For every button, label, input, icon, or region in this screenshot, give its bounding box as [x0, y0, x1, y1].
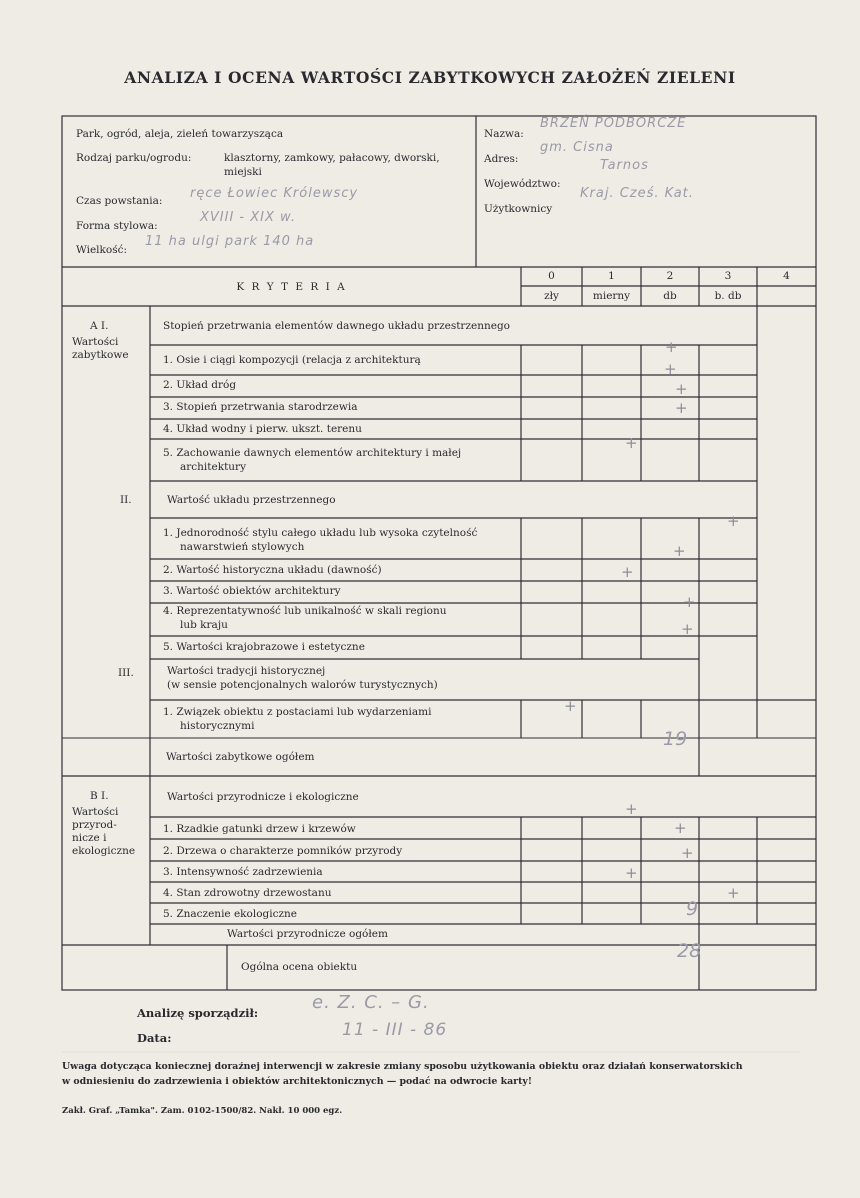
- note-line-1: Uwaga dotycząca koniecznej doraźnej interwencji w zakresie zmiany sposobu użytkowania obiektu oraz działań konserwatorskich: [62, 1061, 743, 1072]
- section-b-name-4: ekologiczne: [72, 845, 136, 857]
- a3-item-1: 1. Związek obiektu z postaciami lub wydarzeniami: [163, 706, 432, 718]
- a1-item-4: 4. Układ wodny i pierw. ukszt. terenu: [163, 423, 362, 435]
- a2-item-5: 5. Wartości krajobrazowe i estetyczne: [163, 641, 365, 653]
- date-label: Data:: [137, 1031, 172, 1045]
- users-label: Użytkownicy: [484, 203, 553, 215]
- park-kind-options: klasztorny, zamkowy, pałacowy, dworski,: [224, 152, 440, 164]
- mark-a1-2: +: [675, 380, 688, 398]
- printer-info: Zakł. Graf. „Tamka". Zam. 0102-1500/82. Nakł. 10 000 egz.: [62, 1106, 343, 1116]
- mark-a1-1b: +: [664, 360, 677, 378]
- score-3-num: 3: [724, 270, 732, 282]
- origin-value: ręce Łowiec Królewscy: [190, 186, 359, 201]
- criteria-header: K R Y T E R I A: [236, 281, 347, 293]
- a2-item-4-cont: lub kraju: [180, 619, 228, 631]
- overall-label: Ogólna ocena obiektu: [241, 961, 358, 973]
- a2-item-1-cont: nawarstwień stylowych: [180, 541, 305, 553]
- mark-b-2: +: [681, 844, 694, 862]
- mark-a2-4a: +: [683, 593, 696, 611]
- b-total-label: Wartości przyrodnicze ogółem: [227, 928, 388, 940]
- score-4-num: 4: [783, 270, 790, 282]
- a1-item-5: 5. Zachowanie dawnych elementów architektury i małej: [163, 447, 462, 459]
- score-1-num: 1: [608, 270, 615, 282]
- mark-a1-1: +: [665, 338, 678, 356]
- name-label: Nazwa:: [484, 128, 524, 140]
- a-total-label: Wartości zabytkowe ogółem: [166, 751, 315, 763]
- section-b-name-2: przyrod-: [72, 819, 117, 831]
- a1-item-1: 1. Osie i ciągi kompozycji (relacja z architekturą: [163, 354, 421, 366]
- section-a-code: A I.: [90, 320, 109, 332]
- mark-a1-5: +: [625, 434, 638, 452]
- style-value: XVIII - XIX w.: [200, 210, 296, 225]
- a1-item-2: 2. Układ dróg: [163, 379, 237, 391]
- b-item-4: 4. Stan zdrowotny drzewostanu: [163, 887, 332, 899]
- form-title: ANALIZA I OCENA WARTOŚCI ZABYTKOWYCH ZAŁOŻEŃ ZIELENI: [124, 68, 736, 87]
- b-item-2: 2. Drzewa o charakterze pomników przyrody: [163, 845, 403, 857]
- b-total-value: 9: [686, 898, 699, 920]
- score-0-num: 0: [548, 270, 555, 282]
- overall-value: 28: [677, 940, 702, 962]
- mark-b-3: +: [625, 864, 638, 882]
- mark-a2-1a: +: [727, 512, 740, 530]
- mark-a1-3: +: [675, 399, 688, 417]
- size-value: 11 ha ulgi park 140 ha: [145, 234, 315, 249]
- section-a-name: Wartości zabytkowe: [72, 336, 129, 361]
- a2-item-2: 2. Wartość historyczna układu (dawność): [163, 564, 382, 576]
- mark-b-4: +: [727, 884, 740, 902]
- voivodeship-label: Województwo:: [484, 178, 561, 190]
- section-b-name-3: nicze i: [72, 832, 107, 844]
- note-line-2: w odniesieniu do zadrzewienia i obiektów architektonicznych — podać na odwrocie karty!: [62, 1076, 532, 1087]
- analysis-by-value: e. Z. C. – G.: [312, 992, 430, 1013]
- b-item-5: 5. Znaczenie ekologiczne: [163, 908, 298, 920]
- b-item-1: 1. Rzadkie gatunki drzew i krzewów: [163, 823, 356, 835]
- a2-item-3: 3. Wartość obiektów architektury: [163, 585, 341, 597]
- voivodeship-value: Kraj. Cześ. Kat.: [580, 186, 694, 201]
- a2-item-4: 4. Reprezentatywność lub unikalność w skali regionu: [163, 605, 447, 617]
- address-value-1: gm. Cisna: [540, 140, 614, 155]
- score-3-name: b. db: [714, 290, 742, 302]
- mark-a3-1: +: [564, 697, 577, 715]
- style-label: Forma stylowa:: [76, 220, 158, 232]
- mark-b-1: +: [674, 819, 687, 837]
- score-2-num: 2: [666, 270, 674, 282]
- mark-a2-1b: +: [673, 542, 686, 560]
- a-group3-subtitle: (w sensie potencjonalnych walorów turystycznych): [167, 679, 438, 691]
- a2-item-1: 1. Jednorodność stylu całego układu lub wysoka czytelność: [163, 527, 478, 539]
- analysis-by-label: Analizę sporządził:: [137, 1006, 259, 1020]
- a-group2-num: II.: [120, 494, 132, 506]
- park-kind-options-2: miejski: [224, 166, 262, 178]
- score-1-name: mierny: [592, 290, 631, 302]
- a-group3-title: Wartości tradycji historycznej: [167, 665, 326, 677]
- a-group2-title: Wartość układu przestrzennego: [167, 494, 336, 506]
- a1-item-3: 3. Stopień przetrwania starodrzewia: [163, 401, 358, 413]
- score-2-name: db: [663, 290, 677, 302]
- mark-b-0: +: [625, 800, 638, 818]
- section-b-name-1: Wartości: [72, 806, 119, 818]
- origin-label: Czas powstania:: [76, 195, 163, 207]
- mark-a2-4b: +: [681, 620, 694, 638]
- date-value: 11 - III - 86: [342, 1020, 448, 1040]
- a1-item-5-cont: architektury: [180, 461, 247, 473]
- a-total-value: 19: [663, 728, 688, 750]
- a-group3-num: III.: [118, 667, 134, 679]
- name-value: BRZEŃ PODBORCZE: [540, 116, 687, 131]
- park-kind-label: Rodzaj parku/ogrodu:: [76, 152, 192, 164]
- a-group1-title: Stopień przetrwania elementów dawnego układu przestrzennego: [163, 320, 510, 332]
- object-type-label: Park, ogród, aleja, zieleń towarzysząca: [76, 128, 284, 140]
- b-group1-title: Wartości przyrodnicze i ekologiczne: [167, 791, 359, 803]
- section-b-code: B I.: [90, 790, 109, 802]
- mark-a2-2: +: [621, 563, 634, 581]
- score-0-name: zły: [544, 290, 559, 302]
- b-item-3: 3. Intensywność zadrzewienia: [163, 866, 323, 878]
- size-label: Wielkość:: [76, 244, 128, 256]
- a3-item-1-cont: historycznymi: [180, 720, 255, 732]
- address-value-2: Tarnos: [600, 158, 649, 173]
- address-label: Adres:: [484, 153, 519, 165]
